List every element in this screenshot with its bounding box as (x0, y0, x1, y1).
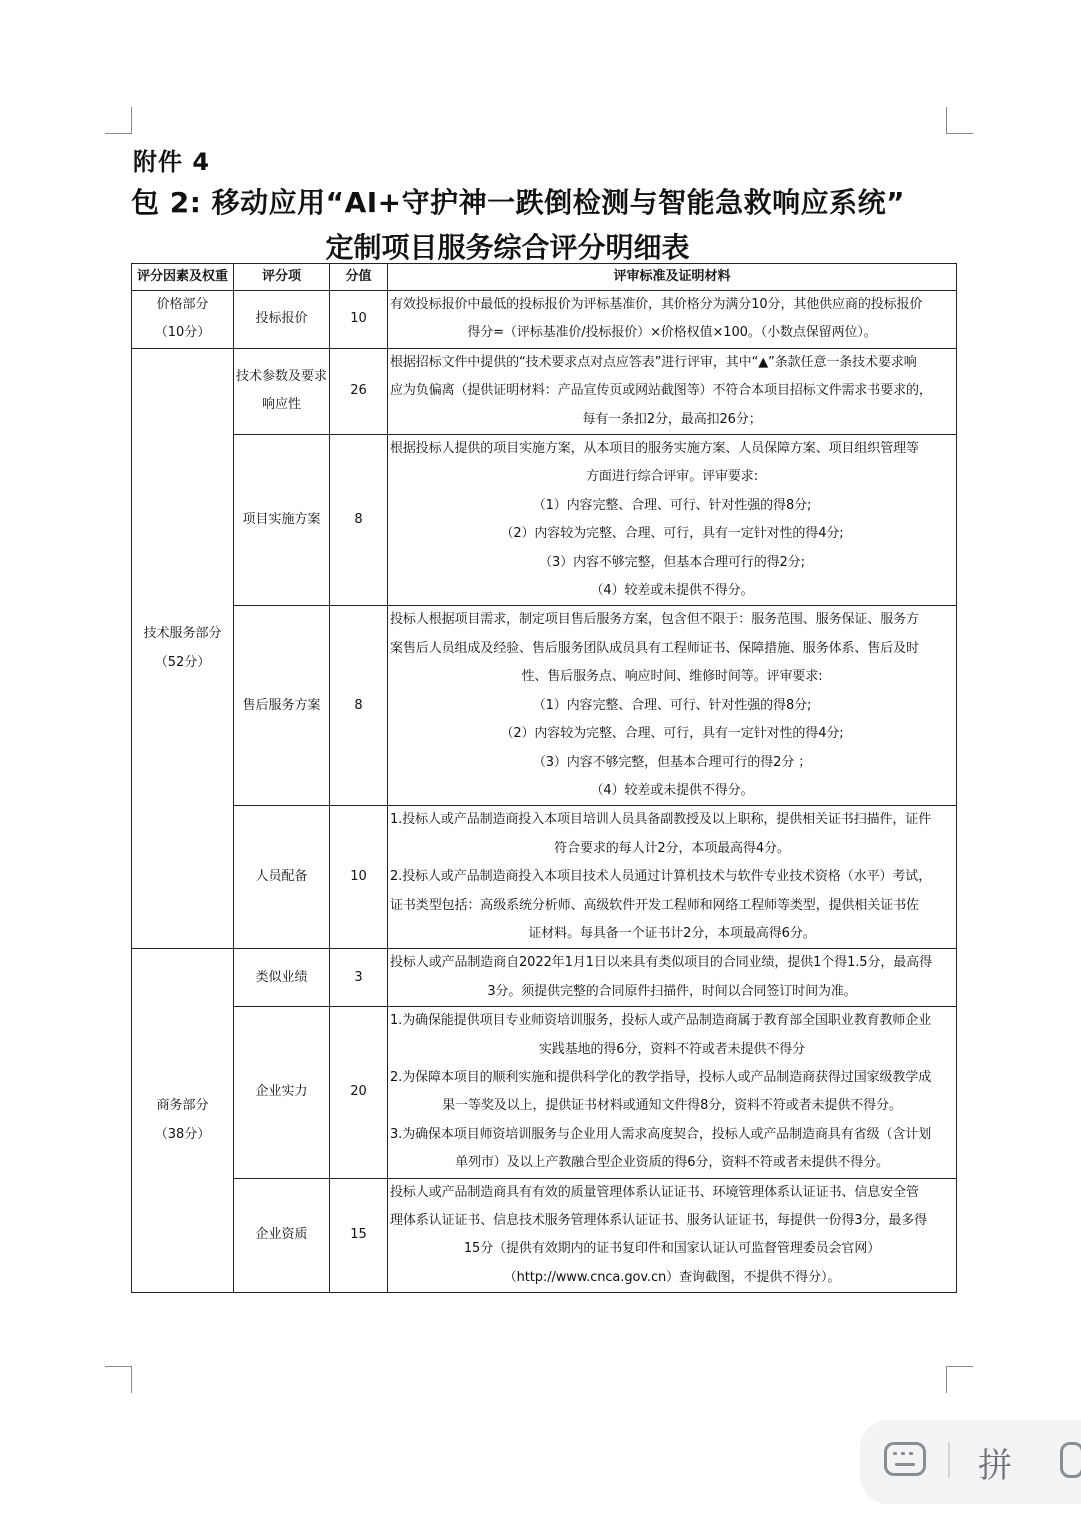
item-score: 10 (330, 806, 388, 949)
item-criteria: 有效投标报价中最低的投标报价为评标基准价，其价格分为满分10分，其他供应商的投标报价 得分=（评标基准价/投标报价）×价格权值×100。（小数点保留两位）。 (388, 291, 957, 349)
table-row (132, 606, 957, 806)
header-criteria: 评审标准及证明材料 (388, 264, 957, 291)
item-name: 人员配备 (234, 806, 330, 949)
table-row (132, 291, 957, 349)
item-name: 企业实力 (234, 1007, 330, 1178)
item-criteria: 投标人或产品制造商具有有效的质量管理体系认证证书、环境管理体系认证证书、信息安全管 理体系认证证书、信息技术服务管理体系认证证书、服务认证证书，每提供一份得3分，最多得 15分（提供有效期内的证书复印件和国家认证认可监督管理委员会官网） （http://www.cnca.gov.cn）查询截图，不提供不得分）。 (388, 1178, 957, 1293)
item-criteria: 投标人或产品制造商自2022年1月1日以来具有类似项目的合同业绩，提供1个得1.5分，最高得 3分。须提供完整的合同原件扫描件，时间以合同签订时间为准。 (388, 949, 957, 1007)
item-score: 10 (330, 291, 388, 349)
document-title: 包 2: 移动应用“AI+守护神一跌倒检测与智能急救响应系统” (131, 186, 906, 219)
table-row (132, 348, 957, 434)
attachment-label: 附件 4 (133, 148, 211, 176)
item-name: 技术参数及要求 响应性 (234, 348, 330, 434)
item-score: 20 (330, 1007, 388, 1178)
factor-business: 商务部分 （38分） (132, 949, 234, 1293)
item-name: 企业资质 (234, 1178, 330, 1293)
table-row (132, 435, 957, 606)
item-name: 项目实施方案 (234, 435, 330, 606)
table-row (132, 949, 957, 1007)
crop-mark-top-right (946, 107, 973, 134)
item-criteria: 1.为确保能提供项目专业师资培训服务，投标人或产品制造商属于教育部全国职业教育教师企业 实践基地的得6分，资料不符或者未提供不得分 2.为保障本项目的顺利实施和提供科学化的教学指导，投标人或产品制造商获得过国家级教学成 果一等奖及以上，提供证书材料或通知文件得8分，资料不符或者未提供不得分。 3.为确保本项目师资培训服务与企业用人需求高度契合，投标人或产品制造商具有省级（含计划 单列市）及以上产教融合型企业资质的得6分，资料不符或者未提供不得分。 (388, 1007, 957, 1178)
crop-mark-bottom-left (105, 1366, 132, 1393)
item-criteria: 1.投标人或产品制造商投入本项目培训人员具备副教授及以上职称，提供相关证书扫描件，证件 符合要求的每人计2分，本项最高得4分。 2.投标人或产品制造商投入本项目技术人员通过计算机技术与软件专业技术资格（水平）考试， 证书类型包括：高级系统分析师、高级软件开发工程师和网络工程师等类型，提供相关证书佐 证材料。每具备一个证书计2分，本项最高得6分。 (388, 806, 957, 949)
item-criteria: 根据招标文件中提供的“技术要求点对点应答表”进行评审，其中“▲”条款任意一条技术要求响 应为负偏离（提供证明材料：产品宣传页或网站截图等）不符合本项目招标文件需求书要求的， 每有一条扣2分，最高扣26分； (388, 348, 957, 434)
document-subtitle (0, 226, 1081, 266)
table-row (132, 806, 957, 949)
header-factor: 评分因素及权重 (132, 264, 234, 291)
header-score: 分值 (330, 264, 388, 291)
table-row (132, 1178, 957, 1293)
factor-price: 价格部分 （10分） (132, 291, 234, 349)
item-score: 8 (330, 606, 388, 806)
item-criteria: 投标人根据项目需求，制定项目售后服务方案，包含但不限于：服务范围、服务保证、服务方 案售后人员组成及经验、售后服务团队成员具有工程师证书、保障措施、服务体系、售后及时 性、售后服务点、响应时间、维修时间等。评审要求: （1）内容完整、合理、可行、针对性强的得8分; （2）内容较为完整、合理、可行，具有一定针对性的得4分; （3）内容不够完整，但基本合理可行的得2分 ； （4）较差或未提供不得分。 (388, 606, 957, 806)
crop-mark-bottom-right (946, 1366, 973, 1393)
pinyin-input-button[interactable]: 拼 (978, 1446, 1012, 1486)
header-item: 评分项 (234, 264, 330, 291)
factor-tech: 技术服务部分 （52分） (132, 348, 234, 949)
item-name: 售后服务方案 (234, 606, 330, 806)
table-row (132, 1007, 957, 1178)
item-score: 8 (330, 435, 388, 606)
keyboard-icon[interactable] (884, 1442, 926, 1476)
item-score: 3 (330, 949, 388, 1007)
table-header-row (132, 264, 957, 291)
item-criteria: 根据投标人提供的项目实施方案，从本项目的服务实施方案、人员保障方案、项目组织管理等 方面进行综合评审。评审要求: （1）内容完整、合理、可行、针对性强的得8分; （2）内容较为完整、合理、可行，具有一定针对性的得4分; （3）内容不够完整，但基本合理可行的得2分; （4）较差或未提供不得分。 (388, 435, 957, 606)
scoring-table (131, 263, 957, 1293)
item-name: 类似业绩 (234, 949, 330, 1007)
toolbar-divider (948, 1442, 950, 1478)
crop-mark-top-left (105, 107, 132, 134)
item-name: 投标报价 (234, 291, 330, 349)
document-subtitle-text: 定制项目服务综合评分明细表 (325, 231, 690, 264)
item-score: 26 (330, 348, 388, 434)
microphone-icon[interactable] (1060, 1442, 1081, 1478)
item-score: 15 (330, 1178, 388, 1293)
ime-toolbar (860, 1420, 1081, 1504)
